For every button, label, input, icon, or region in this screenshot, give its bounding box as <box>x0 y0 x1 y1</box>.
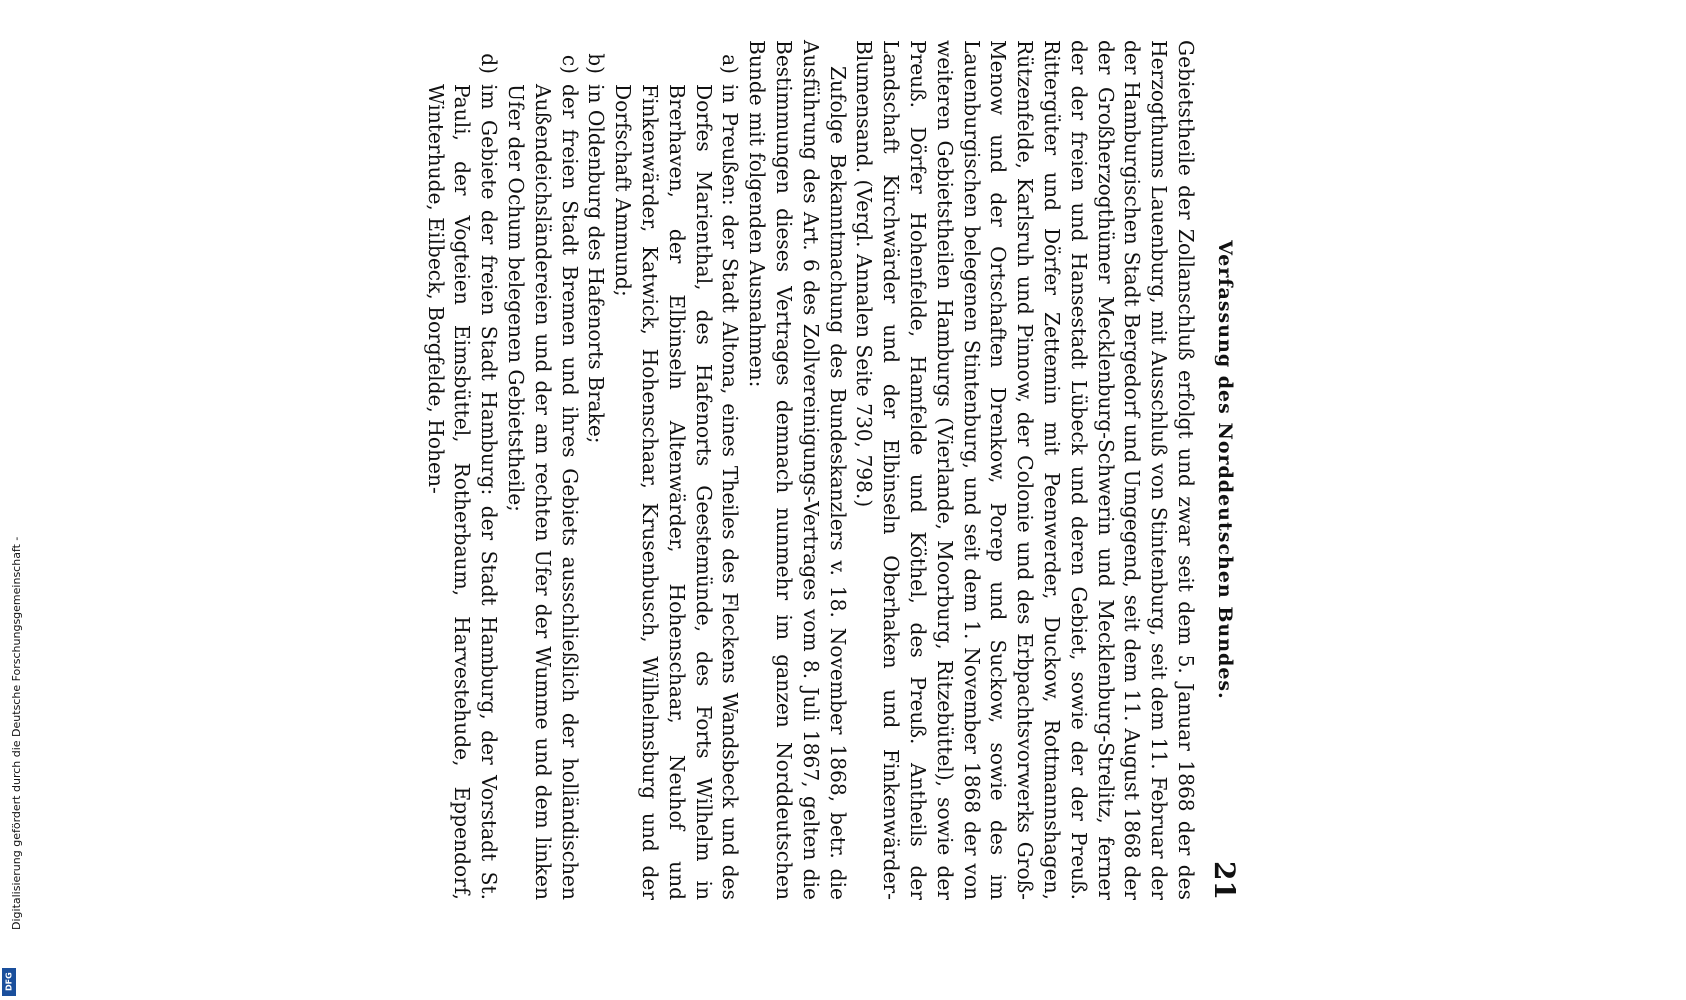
digitization-credit-text: Digitalisierung gefördert durch die Deutsche Forschungsgemeinschaft - <box>10 536 23 930</box>
dfg-logo: DFG <box>2 968 16 996</box>
list-marker: a) <box>718 54 743 74</box>
list-item <box>609 40 743 900</box>
body-text <box>423 40 1199 900</box>
paragraph: Gebietstheile der Zollanschluß erfolgt und zwar seit dem 5. Januar 1868 der des Herzogthums Lauenburg, mit Ausschluß von Stintenburg, seit dem 11. Februar der der Hamburgischen Stadt Bergedorf und Umgegend, seit dem 11. August 1868 der der Großherzogthümer Mecklenburg-Schwerin und Mecklenburg-Strelitz, ferner der der freien und Hansestadt Lübeck und deren Gebiet, sowie der der Preuß. Rittergüter und Dörfer Zettemin mit Peenwerder, Duckow, Rottmannshagen, Rützenfelde, Karlsruh und Pinnow, der Colonie und des Erbpachtsvorwerks Groß-Menow und der Ortschaften Drenkow, Porep und Suckow, sowie des im Lauenburgischen belegenen Stintenburg, und seit dem 1. November 1868 der von weiteren Gebietstheilen Hamburgs (Vierlande, Moorburg, Ritzebüttel), sowie der Preuß. Dörfer Hohenfelde, Hamfelde und Köthel, des Preuß. Antheils der Landschaft Kirchwärder und der Elbinseln Oberhaken und Finkenwärder-Blumensand. (Vergl. Annalen Seite 730, 798.) <box>852 40 1198 900</box>
list-item <box>502 40 582 900</box>
paragraph: Zufolge Bekanntmachung des Bundeskanzlers v. 18. November 1868, betr. die Ausführung des Art. 6 des Zollvereinigungs-Vertrages vom 8. Juli 1867, gelten die Bestimmungen dieses Vertrages demnach nunmehr im ganzen Norddeutschen Bunde mit folgenden Ausnahmen: <box>745 40 850 900</box>
running-head: Verfassung des Norddeutschen Bundes. <box>1214 240 1236 700</box>
page-number: 21 <box>1208 861 1242 900</box>
digitization-credit <box>0 0 28 1000</box>
list-item-text: der freien Stadt Bremen und ihres Gebiets ausschließlich der holländischen Außendeichsländereien und der am rechten Ufer der Wumme und dem linken Ufer der Ochum belegenen Gebietstheile; <box>504 84 582 900</box>
list-item <box>422 40 502 900</box>
document-page <box>423 40 1245 900</box>
list-marker: d) <box>477 53 502 74</box>
list-marker: c) <box>557 54 582 74</box>
list-item <box>583 40 610 900</box>
list-item-text: im Gebiete der freien Stadt Hamburg: der Stadt Hamburg, der Vorstadt St. Pauli, der Vogteien Eimsbüttel, Rotherbaum, Harvestehude, Eppendorf, Winterhude, Eilbeck, Borgfelde, Hohen- <box>423 84 502 900</box>
list-item-text: in Preußen: der Stadt Altona, eines Theiles des Fleckens Wandsbeck und des Dorfes Marienthal, des Hafenorts Geestemünde, des Forts Wilhelm in Brerhaven, der Elbinseln Altenwärder, Hohenschaar, Neuhof und Finkenwärder, Katwick, Hohenschaar, Krusenbusch, Wilhelmsburg und der Dorfschaft Ammund; <box>611 84 743 900</box>
list-item-text: in Oldenburg des Hafenorts Brake; <box>584 84 609 444</box>
list-marker: b) <box>584 53 609 74</box>
